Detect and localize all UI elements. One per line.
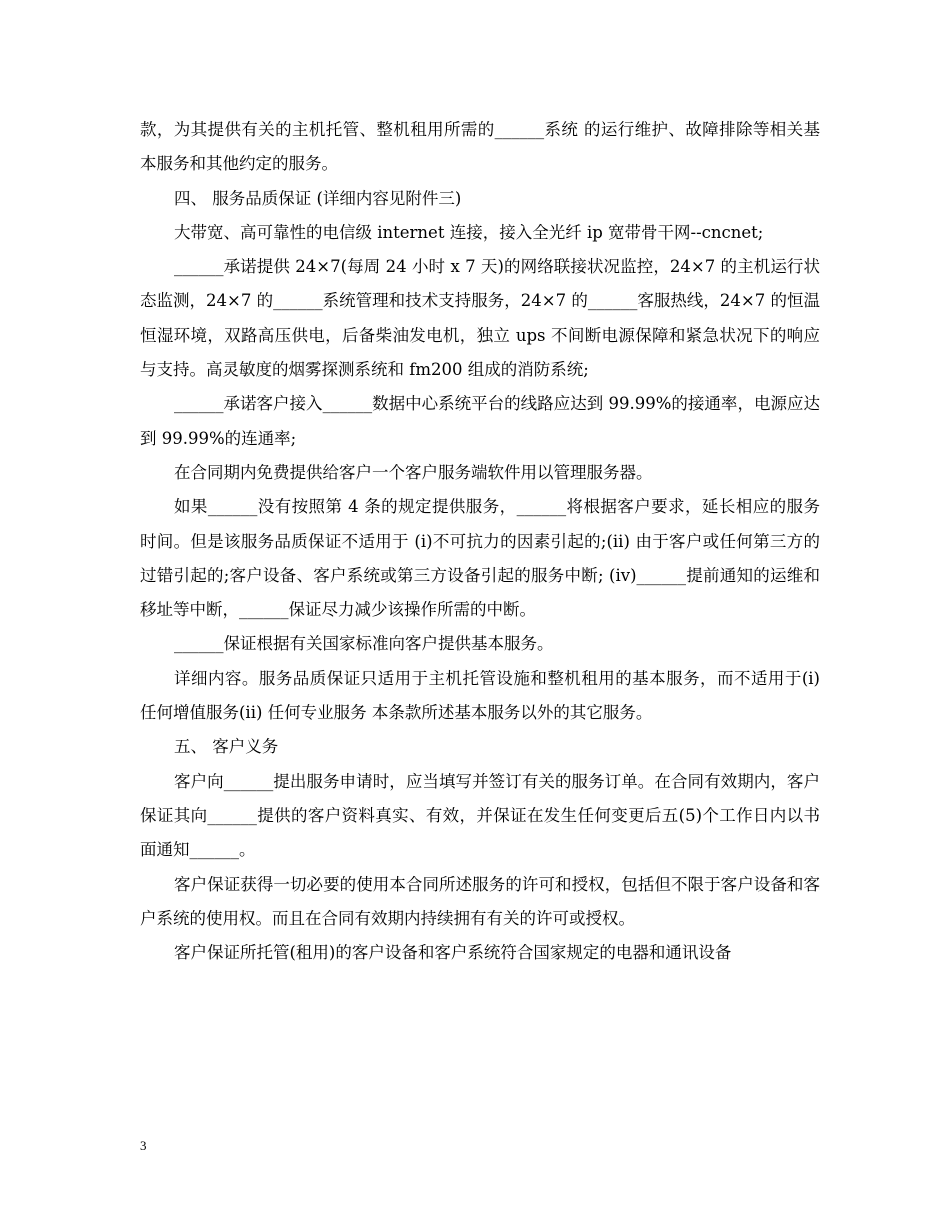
section-heading-service-quality: 四、 服务品质保证 (详细内容见附件三)	[174, 188, 462, 208]
paragraph-client-software: 在合同期内免费提供给客户一个客户服务端软件用以管理服务器。	[174, 462, 653, 482]
section-heading-client-obligations: 五、 客户义务	[174, 737, 279, 757]
paragraph-bandwidth: 大带宽、高可靠性的电信级 internet 连接，接入全光纤 ip 宽带骨干网--cncnet;	[174, 222, 764, 242]
paragraph-equipment-compliance: 客户保证所托管(租用)的客户设备和客户系统符合国家规定的电器和通讯设备	[174, 943, 732, 963]
paragraph-licenses: 客户保证获得一切必要的使用本合同所述服务的许可和授权，包括但不限于客户设备和客户系统的使用权。而且在合同有效期内持续拥有有关的许可或授权。	[140, 874, 820, 928]
paragraph-national-standard: ______保证根据有关国家标准向客户提供基本服务。	[174, 634, 554, 654]
paragraph-availability: ______承诺客户接入______数据中心系统平台的线路应达到 99.99%的接通率，电源应达到 99.99%的连通率;	[140, 394, 820, 448]
paragraph-quality-scope: 详细内容。服务品质保证只适用于主机托管设施和整机租用的基本服务，而不适用于(i) 任何增值服务(ii) 任何专业服务 本条款所述基本服务以外的其它服务。	[140, 668, 820, 723]
document-body	[140, 113, 820, 970]
page-number: 3	[140, 1138, 147, 1153]
paragraph-service-extension: 如果______没有按照第 4 条的规定提供服务，______将根据客户要求，延长相应的服务时间。但是该服务品质保证不适用于 (i)不可抗力的因素引起的;(ii) 由于客户或任何第三方的过错引起的;客户设备、客户系统或第三方设备引起的服务中断; (iv)______提前通知的运维和移址等中断，______保证尽力减少该操作所需的中断。	[140, 497, 820, 620]
paragraph-24x7-commitment: ______承诺提供 24×7(每周 24 小时 x 7 天)的网络联接状况监控，24×7 的主机运行状态监测，24×7 的______系统管理和技术支持服务，24×7 的______客服热线，24×7 的恒温恒湿环境，双路高压供电，后备柴油发电机，独立 ups 不间断电源保障和紧急状况下的响应与支持。高灵敏度的烟雾探测系统和 fm200 组成的消防系统;	[140, 257, 820, 380]
paragraph-hosting-services: 款，为其提供有关的主机托管、整机租用所需的______系统 的运行维护、故障排除等相关基本服务和其他约定的服务。	[140, 120, 820, 174]
paragraph-service-application: 客户向______提出服务申请时，应当填写并签订有关的服务订单。在合同有效期内，客户保证其向______提供的客户资料真实、有效，并保证在发生任何变更后五(5)个工作日内以书面通知______。	[140, 771, 820, 860]
